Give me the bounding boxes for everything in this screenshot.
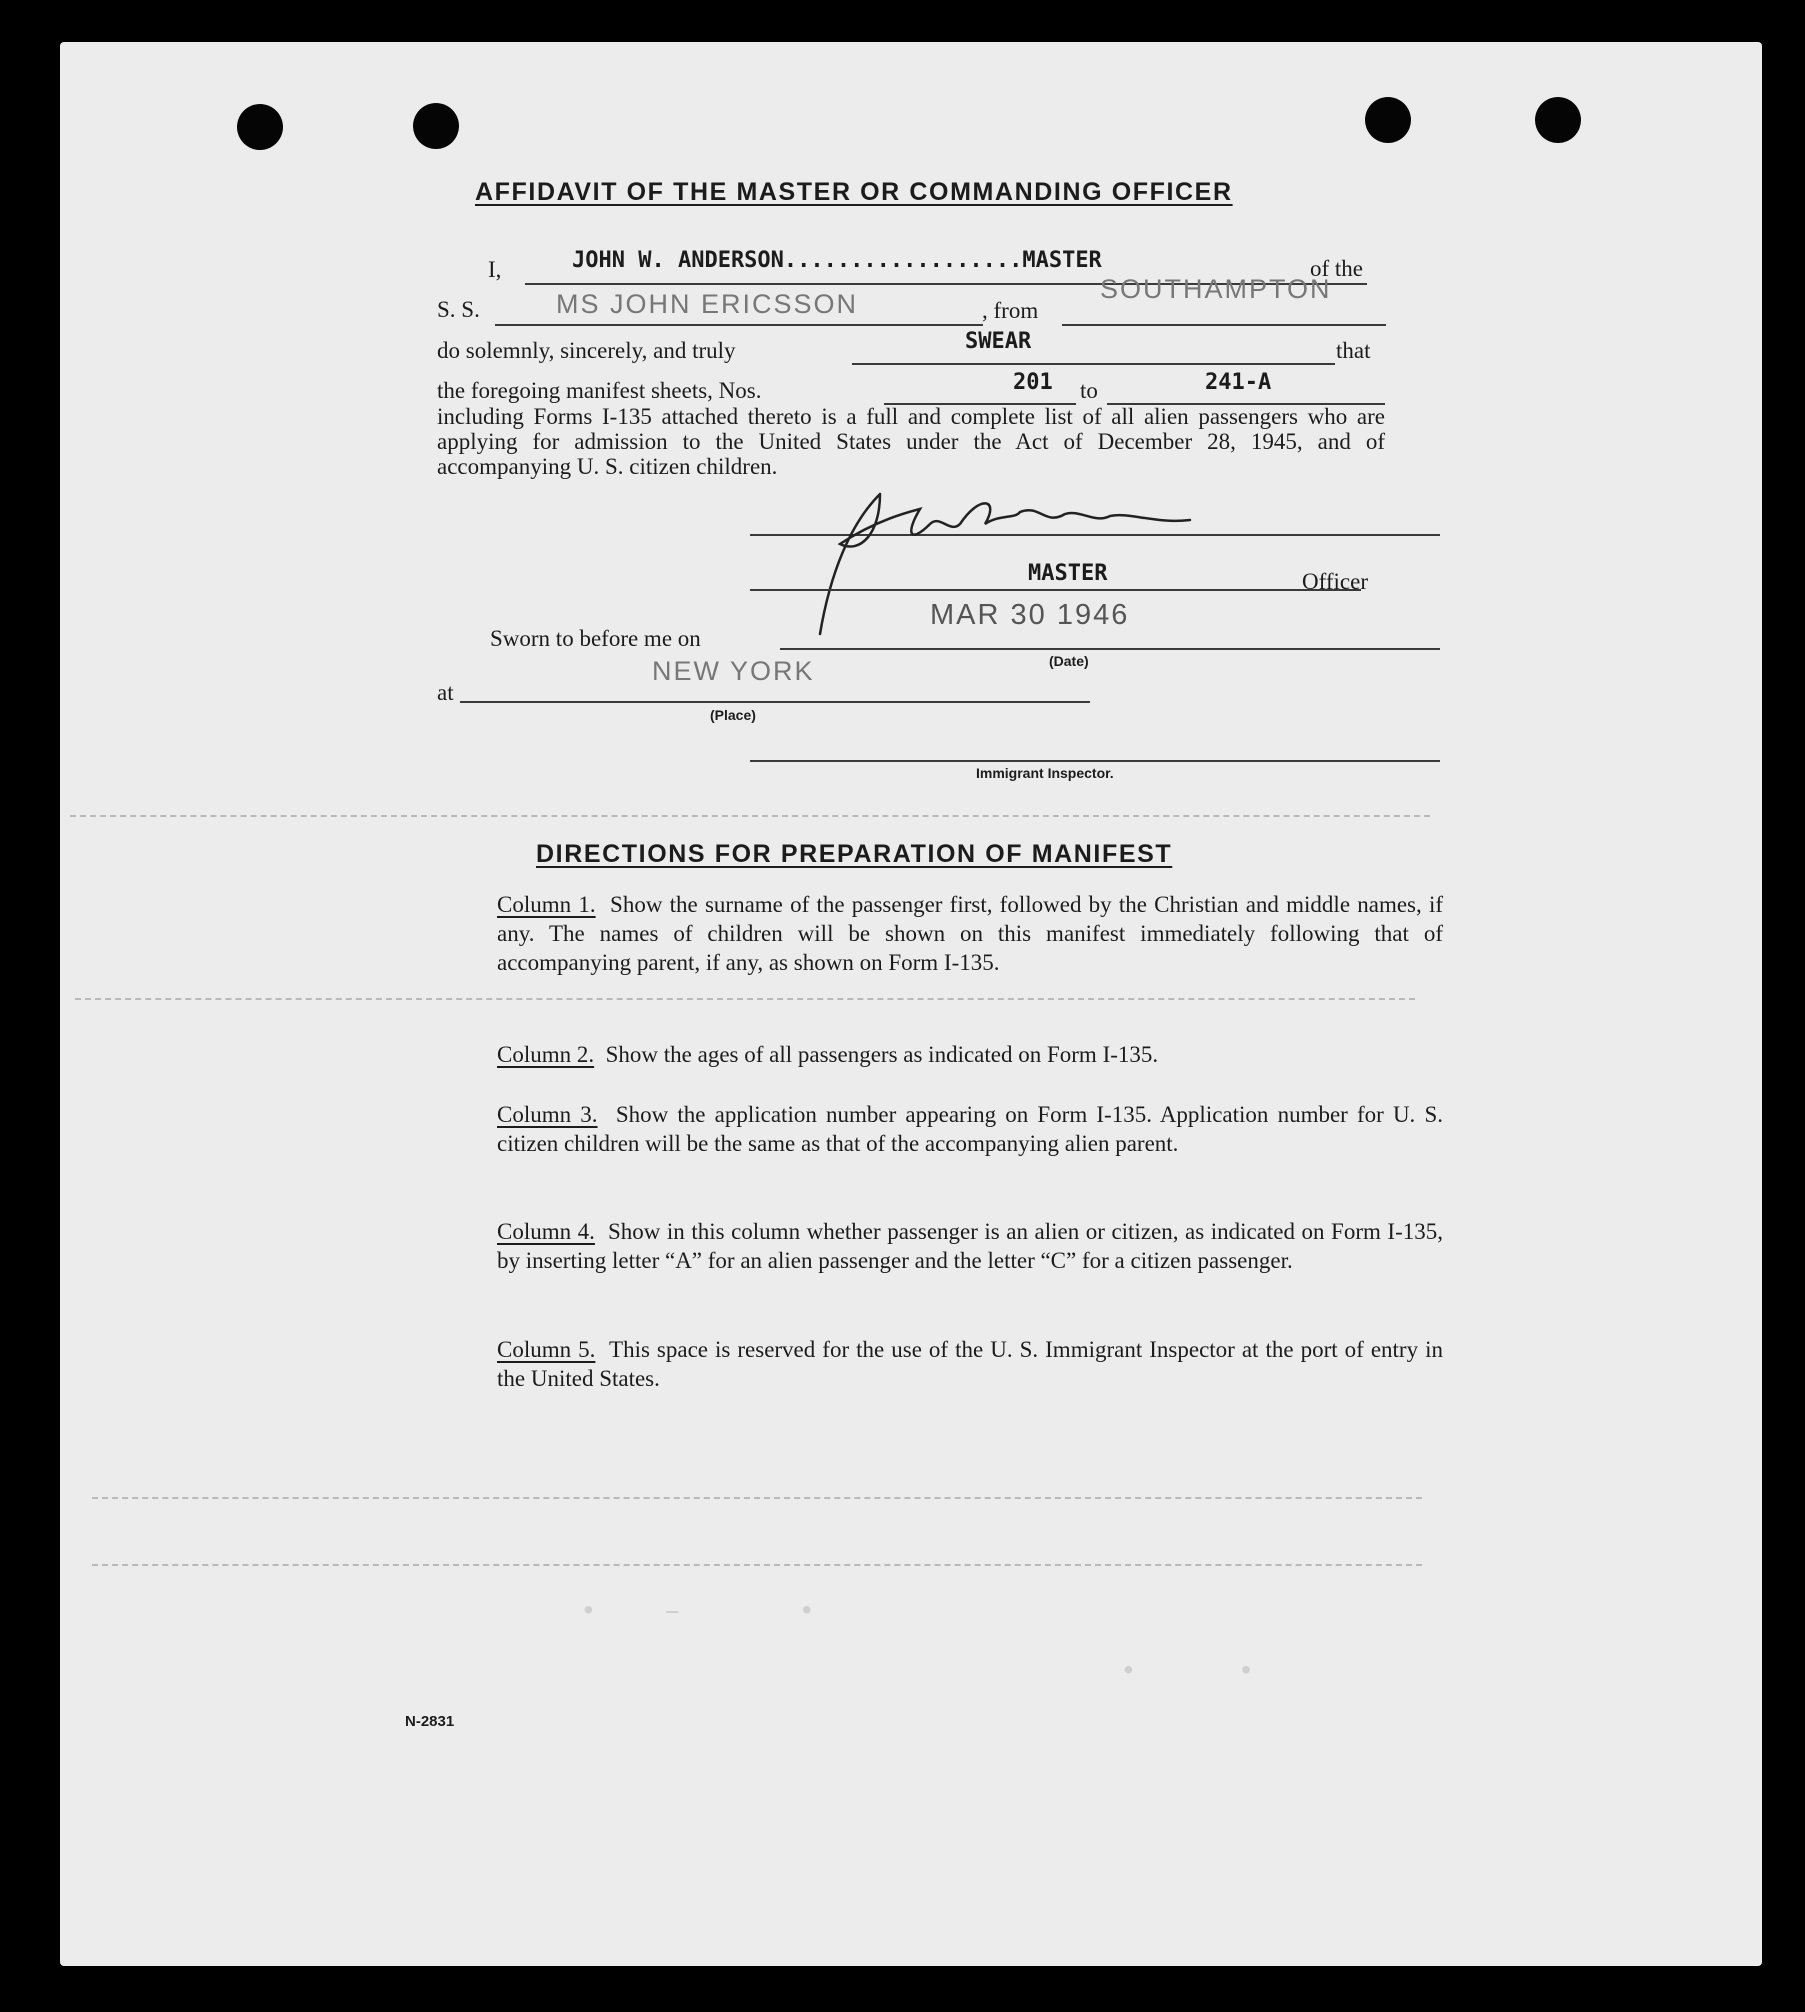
date-line <box>780 648 1440 650</box>
affidavit-title: AFFIDAVIT OF THE MASTER OR COMMANDING OFFICER <box>475 178 1233 206</box>
column-label: Column 5. <box>497 1337 596 1362</box>
column-label: Column 4. <box>497 1219 595 1244</box>
faint-rule <box>70 815 1430 817</box>
of-the-label: of the <box>1310 256 1364 281</box>
punch-hole <box>1535 97 1581 143</box>
column-5-direction <box>497 1335 1443 1393</box>
column-text: This space is reserved for the use of the U. S. Immigrant Inspector at the port of entry in the United States. <box>497 1337 1443 1391</box>
form-number: N-2831 <box>405 1713 455 1730</box>
officer-label: Officer <box>1302 569 1368 594</box>
column-label: Column 1. <box>497 892 596 917</box>
i-label: I, <box>488 257 502 282</box>
sworn-date-stamp: MAR 30 1946 <box>930 599 1130 631</box>
column-1-direction <box>497 890 1443 977</box>
officer-line <box>750 589 1361 591</box>
column-text: Show the ages of all passengers as indicated on Form I-135. <box>605 1042 1159 1067</box>
column-text: Show the surname of the passenger first, followed by the Christian and middle names, if any. The names of children will be shown on this manifest immediately following that of accompanying parent, if any, as shown on Form I-135. <box>497 892 1444 975</box>
port-line <box>1062 324 1386 326</box>
that-label: that <box>1336 338 1371 363</box>
column-3-direction <box>497 1100 1443 1158</box>
at-label: at <box>437 680 454 705</box>
column-text: Show the application number appearing on Form I-135. Application number for U. S. citizen children will be the same as that of the accompanying alien parent. <box>497 1102 1444 1156</box>
date-caption: (Date) <box>1049 653 1089 669</box>
faint-rule <box>92 1564 1422 1566</box>
place-line <box>460 701 1090 703</box>
ship-name-stamp: MS JOHN ERICSSON <box>556 289 859 319</box>
column-label: Column 3. <box>497 1102 598 1127</box>
column-text: Show in this column whether passenger is an alien or citizen, as indicated on Form I-135, by inserting letter “A” for an alien passenger and the letter “C” for a citizen passenger. <box>497 1219 1444 1273</box>
column-label: Column 2. <box>497 1042 595 1067</box>
column-2-direction <box>497 1040 1443 1069</box>
port-from-stamp: SOUTHAMPTON <box>1100 274 1332 304</box>
sheet-to: 241-A <box>1205 370 1272 395</box>
punch-hole <box>237 104 283 150</box>
to-label: to <box>1080 378 1098 403</box>
solemnly-text: do solemnly, sincerely, and truly <box>437 338 736 363</box>
faint-rule <box>92 1497 1422 1499</box>
from-label: , from <box>982 298 1039 323</box>
ship-name-line <box>495 324 983 326</box>
oath-line <box>852 363 1335 365</box>
manifest-text: the foregoing manifest sheets, Nos. <box>437 378 762 403</box>
inspector-line <box>750 760 1440 762</box>
master-name: JOHN W. ANDERSON..................MASTER <box>572 248 1102 273</box>
punch-hole <box>1365 97 1411 143</box>
faint-rule <box>75 998 1415 1000</box>
directions-title: DIRECTIONS FOR PREPARATION OF MANIFEST <box>536 840 1173 868</box>
bleed-through-marks: • • <box>1120 1657 1255 1688</box>
affidavit-body: including Forms I-135 attached thereto is a full and complete list of all alien passengers who are applying for admission to the United States under the Act of December 28, 1945, and of accompanying U. S. citizen children. <box>437 404 1385 479</box>
column-4-direction <box>497 1217 1443 1275</box>
bleed-through-marks: • – • <box>580 1597 816 1628</box>
sworn-place-stamp: NEW YORK <box>652 656 815 686</box>
sworn-label: Sworn to before me on <box>490 626 701 651</box>
officer-rank: MASTER <box>1028 561 1108 586</box>
place-caption: (Place) <box>710 707 756 723</box>
punch-hole <box>413 103 459 149</box>
document-page <box>60 42 1762 1966</box>
inspector-caption: Immigrant Inspector. <box>976 765 1114 781</box>
sheet-from: 201 <box>1013 370 1053 395</box>
oath-value: SWEAR <box>965 329 1032 354</box>
ss-label: S. S. <box>437 297 480 322</box>
